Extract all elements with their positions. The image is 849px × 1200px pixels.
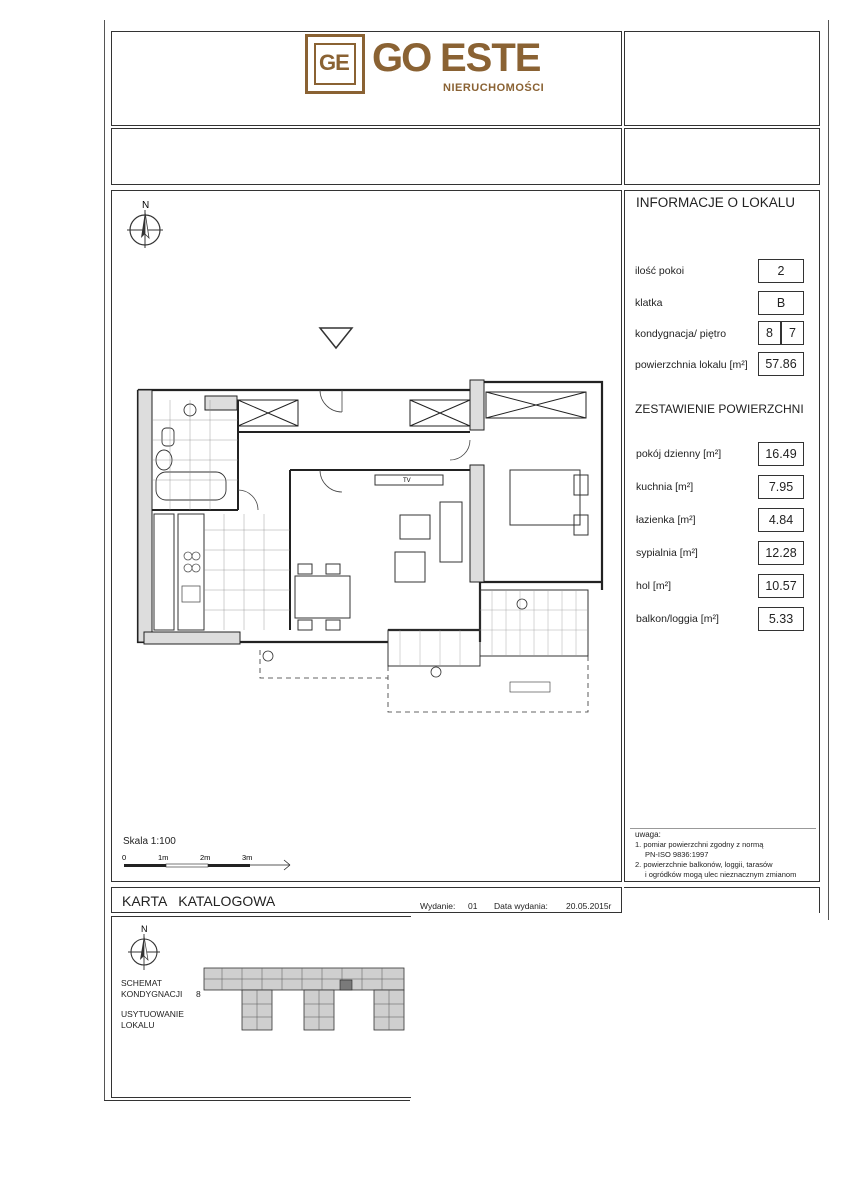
header-second-right-frame	[624, 128, 820, 185]
building-schema	[202, 964, 408, 1036]
bathroom-label: łazienka [m²]	[636, 514, 696, 526]
edition-label: Wydanie:	[420, 901, 456, 911]
bedroom-value: 12.28	[758, 541, 804, 565]
schema-line2: KONDYGNACJI	[121, 989, 183, 999]
notes-line4: i ogródków mogą ulec nieznacznym zmianom	[645, 870, 797, 879]
staircase-label: klatka	[635, 297, 663, 309]
header-second-frame	[111, 128, 622, 185]
page-bottom-line	[104, 1100, 410, 1101]
scale-tick-0: 0	[122, 853, 127, 862]
schema-line1: SCHEMAT	[121, 978, 162, 988]
staircase-value: B	[758, 291, 804, 315]
living-room-label: pokój dzienny [m²]	[636, 448, 722, 460]
north-compass	[121, 198, 171, 250]
floor-value-b: 7	[781, 321, 804, 345]
scale-tick-3: 3m	[242, 853, 253, 862]
living-room-value: 16.49	[758, 442, 804, 466]
bathroom-value: 4.84	[758, 508, 804, 532]
notes-line3: 2. powierzchnie balkonów, loggii, tarasów	[635, 860, 773, 869]
floor-value-a: 8	[758, 321, 781, 345]
kitchen-label: kuchnia [m²]	[636, 481, 694, 493]
edition-value: 01	[468, 901, 478, 911]
schema-north-compass	[122, 922, 166, 972]
notes-line2: PN-ISO 9836:1997	[645, 850, 709, 859]
date-value: 20.05.2015r	[566, 901, 612, 911]
notes-title: uwaga:	[635, 830, 661, 839]
balcony-value: 5.33	[758, 607, 804, 631]
kitchen-value: 7.95	[758, 475, 804, 499]
logo-subtitle: NIERUCHOMOŚCI	[443, 82, 545, 94]
schema-line4: LOKALU	[121, 1020, 155, 1030]
footer-right-line	[624, 887, 820, 913]
hall-value: 10.57	[758, 574, 804, 598]
company-logo	[305, 34, 550, 96]
north-letter: N	[142, 200, 150, 211]
page-left-line	[104, 20, 105, 1100]
page-right-line	[828, 20, 829, 920]
total-area-label: powierzchnia lokalu [m²]	[635, 359, 748, 371]
notes-divider	[630, 828, 816, 829]
scale-tick-1: 1m	[158, 853, 169, 862]
balcony-label: balkon/loggia [m²]	[636, 613, 719, 625]
scale-label: Skala 1:100	[123, 836, 176, 847]
date-label: Data wydania:	[494, 901, 548, 911]
tv-label: TV	[403, 478, 411, 484]
scale-tick-2: 2m	[200, 853, 211, 862]
schema-north-letter: N	[141, 924, 148, 934]
info-heading: INFORMACJE O LOKALU	[636, 195, 796, 210]
footer-title: KARTA KATALOGOWA	[122, 893, 276, 909]
logo-name-part2: ESTE	[440, 36, 541, 80]
logo-name-part1: GO	[372, 36, 431, 80]
schema-line3: USYTUOWANIE	[121, 1009, 184, 1019]
unit-highlight	[340, 980, 352, 990]
rooms-label: ilość pokoi	[635, 265, 685, 277]
scale-bar	[118, 848, 298, 874]
floor-label: kondygnacja/ piętro	[635, 328, 727, 340]
total-area-value: 57.86	[758, 352, 804, 376]
notes-line1: 1. pomiar powierzchni zgodny z normą	[635, 840, 764, 849]
schema-floor: 8	[196, 989, 201, 999]
floor-plan-drawing	[130, 320, 610, 720]
summary-heading: ZESTAWIENIE POWIERZCHNI	[635, 402, 804, 416]
bedroom-label: sypialnia [m²]	[636, 547, 698, 559]
logo-mark-text: GE	[319, 50, 349, 75]
hall-label: hol [m²]	[636, 580, 672, 592]
header-right-frame	[624, 31, 820, 126]
rooms-value: 2	[758, 259, 804, 283]
entrance-marker	[320, 328, 352, 348]
